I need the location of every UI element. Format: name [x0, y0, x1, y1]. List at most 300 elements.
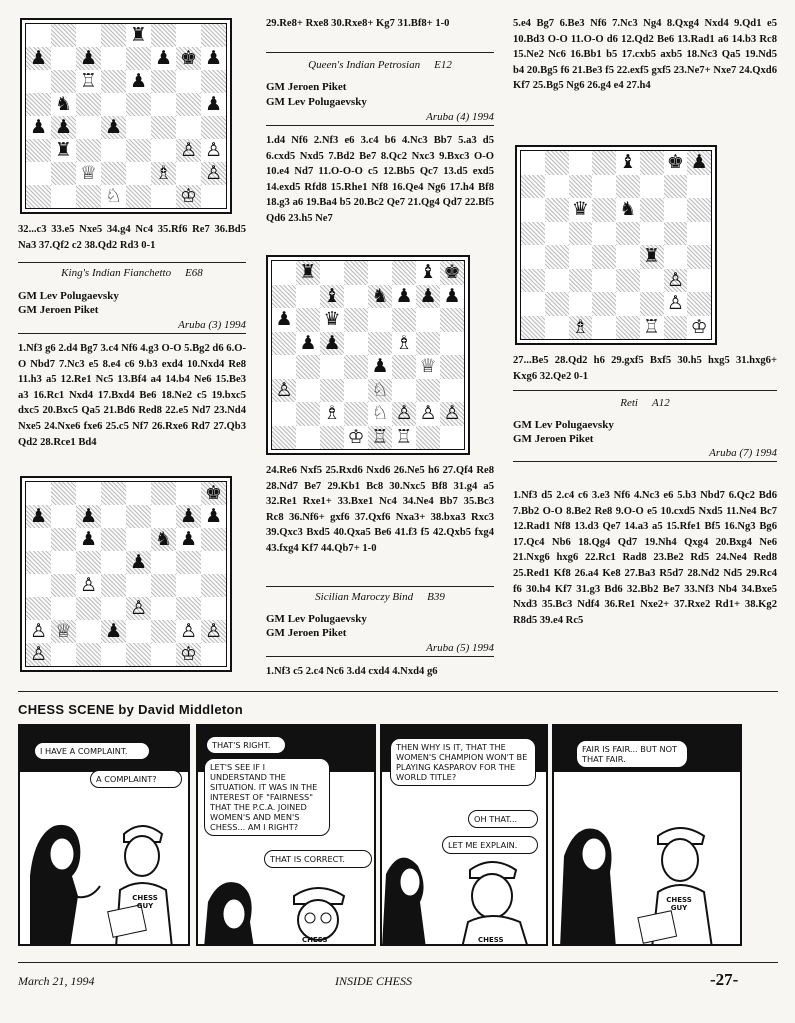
board-square: [440, 332, 464, 356]
black-player: GM Jeroen Piket: [266, 627, 347, 639]
board-square: [51, 24, 76, 47]
board-square: [201, 574, 226, 597]
black-pawn-icon: ♟: [79, 47, 98, 69]
board-square: [640, 292, 664, 316]
board-square: [51, 551, 76, 574]
black-knight-icon: ♞: [371, 284, 389, 307]
black-pawn-icon: ♟: [29, 505, 48, 527]
board-square: [592, 198, 616, 222]
white-pawn-icon: ♙: [666, 268, 684, 291]
board-square: [76, 47, 101, 70]
board-square: [440, 402, 464, 426]
board-square: [176, 93, 201, 116]
black-queen-icon: ♛: [571, 198, 589, 221]
board-square: [687, 245, 711, 269]
board-square: [296, 379, 320, 403]
board-square: [101, 139, 126, 162]
board-square: [126, 551, 151, 574]
board-square: [640, 151, 664, 175]
eco-code: B39: [427, 591, 445, 603]
chess-diagram-1: [20, 18, 232, 214]
game-moves: 1.Nf3 d5 2.c4 c6 3.e3 Nf6 4.Nc3 e6 5.b3 Nbd7 6.Qc2 Bd6 7.Bb2 O-O 8.Be2 Re8 9.O-O e5 10.cxd5 Nxd5 11.Ne4 Bc7 12.Rad1 Nf8 13.d3 Qe7 14.a3 a5 15.Rfe1 Bf5 16.Ng3 Bg6 17.Qc4 Nb6 18.Qg4 Qd7 19.Nh4 Qxg4 20.Bxg4 Ne6 21.Nxg6 hxg6 22.Rc1 Rad8 23.Be2 Rd5 24.Ne4 Red8 25.Red1 Kf8 26.a4 Ke8 27.Ba3 R5d7 28.Nd2 Nd5 29.Rc4 f6 30.h4 Kf7 31.g3 Bd6 32.Bb2 Be7 33.Nf3 Nb4 34.Bxe5 Nxd3 35.Bc3 Ndf4 36.Re1 Nxe2+ 37.Rxe2 Rd1+ 38.Kg2 R8d5 39.e4 Rc5: [513, 490, 777, 626]
white-pawn-icon: ♙: [29, 620, 48, 642]
board-square: [76, 93, 101, 116]
board-square: [151, 47, 176, 70]
board-square: [151, 620, 176, 643]
black-knight-icon: ♞: [154, 528, 173, 550]
board-square: [687, 292, 711, 316]
white-pawn-icon: ♙: [204, 162, 223, 184]
black-king-icon: ♚: [443, 261, 461, 284]
board-square: [101, 116, 126, 139]
board-square: [368, 402, 392, 426]
black-pawn-icon: ♟: [690, 151, 708, 174]
black-pawn-icon: ♟: [371, 355, 389, 378]
white-knight-icon: ♘: [104, 185, 123, 207]
board-square: [126, 139, 151, 162]
white-pawn-icon: ♙: [129, 597, 148, 619]
board-square: [440, 261, 464, 285]
board-square: [51, 574, 76, 597]
board-square: [76, 505, 101, 528]
black-pawn-icon: ♟: [204, 93, 223, 115]
board-square: [616, 269, 640, 293]
board-square: [664, 245, 688, 269]
board-square: [640, 198, 664, 222]
board-square: [344, 285, 368, 309]
board-square: [272, 308, 296, 332]
speech-bubble: I HAVE A COMPLAINT.: [34, 742, 150, 760]
footer-magazine: INSIDE CHESS: [335, 974, 412, 988]
black-rook-icon: ♜: [129, 24, 148, 46]
shirt-caption: CHESS GUY: [666, 896, 692, 912]
board-square: [201, 528, 226, 551]
board-square: [569, 175, 593, 199]
board-square: [51, 139, 76, 162]
board-square: [320, 355, 344, 379]
white-rook-icon: ♖: [395, 425, 413, 448]
board-square: [545, 151, 569, 175]
event: Aruba (3) 1994: [18, 319, 246, 334]
board-square: [76, 574, 101, 597]
black-pawn-icon: ♟: [104, 116, 123, 138]
board-square: [51, 93, 76, 116]
board-square: [176, 551, 201, 574]
board-square: [272, 402, 296, 426]
board-square: [416, 355, 440, 379]
board-square: [416, 308, 440, 332]
board-square: [126, 505, 151, 528]
board-square: [592, 316, 616, 340]
board-square: [616, 316, 640, 340]
board-square: [151, 93, 176, 116]
board-square: [76, 70, 101, 93]
board-square: [76, 24, 101, 47]
footer-rule: [18, 962, 778, 963]
black-bishop-icon: ♝: [323, 284, 341, 307]
board-square: [201, 505, 226, 528]
board-square: [101, 643, 126, 666]
opening-header: [266, 58, 494, 72]
board-square: [664, 292, 688, 316]
board-square: [76, 162, 101, 185]
board-square: [344, 261, 368, 285]
black-knight-icon: ♞: [54, 93, 73, 115]
board-square: [126, 162, 151, 185]
board-square: [101, 597, 126, 620]
board-square: [26, 162, 51, 185]
comic-top-rule: [18, 691, 778, 692]
board-square: [51, 505, 76, 528]
board-square: [687, 222, 711, 246]
board-square: [416, 332, 440, 356]
board-square: [687, 198, 711, 222]
speech-bubble: THAT'S RIGHT.: [206, 736, 286, 754]
board-square: [320, 402, 344, 426]
black-pawn-icon: ♟: [104, 620, 123, 642]
black-pawn-icon: ♟: [419, 284, 437, 307]
board-square: [272, 379, 296, 403]
white-king-icon: ♔: [179, 643, 198, 665]
black-pawn-icon: ♟: [129, 70, 148, 92]
board-square: [368, 285, 392, 309]
black-bishop-icon: ♝: [619, 151, 637, 174]
board-square: [76, 551, 101, 574]
black-rook-icon: ♜: [54, 139, 73, 161]
black-pawn-icon: ♟: [204, 505, 223, 527]
shirt-caption: CHESS: [302, 936, 328, 944]
board-square: [687, 151, 711, 175]
black-pawn-icon: ♟: [29, 47, 48, 69]
board-square: [616, 222, 640, 246]
black-pawn-icon: ♟: [395, 284, 413, 307]
board-square: [320, 332, 344, 356]
board-square: [176, 574, 201, 597]
board-square: [344, 379, 368, 403]
divider: [266, 52, 494, 53]
board-square: [76, 620, 101, 643]
board-square: [592, 292, 616, 316]
board-square: [640, 269, 664, 293]
board-square: [272, 355, 296, 379]
board-square: [545, 222, 569, 246]
board-square: [569, 222, 593, 246]
board-square: [51, 47, 76, 70]
board-square: [101, 162, 126, 185]
white-pawn-icon: ♙: [179, 139, 198, 161]
board-square: [392, 426, 416, 450]
board-square: [126, 116, 151, 139]
event: Aruba (4) 1994: [266, 111, 494, 126]
board-square: [687, 316, 711, 340]
board-square: [569, 151, 593, 175]
white-pawn-icon: ♙: [29, 643, 48, 665]
board-square: [664, 151, 688, 175]
white-bishop-icon: ♗: [154, 162, 173, 184]
white-player: GM Lev Polugaevsky: [266, 613, 367, 625]
board-square: [296, 308, 320, 332]
board-square: [545, 269, 569, 293]
white-player: GM Lev Polugaevsky: [513, 419, 614, 431]
white-rook-icon: ♖: [371, 425, 389, 448]
board-square: [569, 245, 593, 269]
board-square: [76, 116, 101, 139]
board-square: [368, 332, 392, 356]
board-square: [296, 285, 320, 309]
board-square: [176, 528, 201, 551]
black-rook-icon: ♜: [643, 245, 661, 268]
speech-bubble: THEN WHY IS IT, THAT THE WOMEN'S CHAMPION WON'T BE PLAYING KASPAROV FOR THE WORLD TITLE?: [390, 738, 536, 786]
black-bishop-icon: ♝: [419, 261, 437, 284]
board-square: [569, 269, 593, 293]
board-square: [392, 261, 416, 285]
board-square: [176, 24, 201, 47]
board-square: [26, 47, 51, 70]
opening-name: Reti: [620, 397, 638, 409]
white-pawn-icon: ♙: [179, 620, 198, 642]
board-square: [176, 185, 201, 208]
board-square: [521, 175, 545, 199]
board-square: [151, 185, 176, 208]
board-square: [126, 597, 151, 620]
comic-panel-2: [196, 724, 376, 946]
shirt-caption: CHESS GUY: [132, 894, 158, 910]
board-square: [272, 332, 296, 356]
board-square: [545, 198, 569, 222]
speech-bubble: OH THAT...: [468, 810, 538, 828]
white-player: GM Lev Polugaevsky: [18, 290, 119, 302]
board-square: [320, 261, 344, 285]
board-square: [344, 308, 368, 332]
divider: [513, 390, 777, 391]
black-king-icon: ♚: [179, 47, 198, 69]
board-square: [101, 482, 126, 505]
board-square: [272, 426, 296, 450]
board-square: [368, 261, 392, 285]
board-square: [201, 643, 226, 666]
board-square: [151, 643, 176, 666]
board-square: [26, 620, 51, 643]
board-square: [51, 162, 76, 185]
board-square: [176, 643, 201, 666]
board-square: [26, 643, 51, 666]
chess-diagram-3: [266, 255, 470, 455]
white-pawn-icon: ♙: [443, 402, 461, 425]
game-moves: 24.Re6 Nxf5 25.Rxd6 Nxd6 26.Ne5 h6 27.Qf4 Re8 28.Nd7 Be7 29.Kb1 Bc8 30.Nxc5 Bf8 31.g4 a5 32.Re1 Rxe1+ 33.Bxe1 Nc4 34.Ne4 Bb7 35.Bc3 Rc8 36.Nf6+ gxf6 37.Qxf6 Nxa3+ 38.bxa3 Rxc3 39.Qxc3 Bxd5 40.Qxa5 Be6 41.f3 f5 42.Qxb5 fxg4 43.fxg4 Kf7 44.Qb7+ 1-0: [266, 465, 494, 554]
board-square: [26, 116, 51, 139]
board-square: [201, 162, 226, 185]
board-square: [664, 316, 688, 340]
white-queen-icon: ♕: [54, 620, 73, 642]
board-grid: [271, 260, 465, 450]
opening-header: [18, 266, 246, 280]
board-square: [26, 551, 51, 574]
board-square: [101, 551, 126, 574]
comic-panel-3: [380, 724, 548, 946]
white-queen-icon: ♕: [419, 355, 437, 378]
board-square: [392, 285, 416, 309]
board-square: [126, 574, 151, 597]
board-square: [176, 139, 201, 162]
board-square: [76, 185, 101, 208]
board-square: [151, 162, 176, 185]
comic-title: CHESS SCENE by David Middleton: [18, 702, 243, 717]
board-square: [344, 332, 368, 356]
board-square: [151, 551, 176, 574]
board-square: [521, 316, 545, 340]
board-square: [201, 116, 226, 139]
board-square: [101, 505, 126, 528]
board-square: [344, 402, 368, 426]
speech-bubble: LET'S SEE IF I UNDERSTAND THE SITUATION. IT WAS IN THE INTEREST OF "FAIRNESS" THAT THE P.C.A. JOINED WOMEN'S AND MEN'S CHESS... AM I RIGHT?: [204, 758, 330, 836]
game-moves: 1.Nf3 c5 2.c4 Nc6 3.d4 cxd4 4.Nxd4 g6: [266, 666, 438, 677]
board-square: [51, 528, 76, 551]
board-square: [616, 198, 640, 222]
board-square: [201, 185, 226, 208]
white-pawn-icon: ♙: [395, 402, 413, 425]
board-square: [521, 292, 545, 316]
board-square: [76, 597, 101, 620]
shirt-caption: CHESS: [478, 936, 504, 944]
cartoon-chess-guy: [20, 726, 190, 946]
board-square: [26, 505, 51, 528]
event: Aruba (5) 1994: [266, 642, 494, 657]
black-queen-icon: ♛: [323, 308, 341, 331]
board-grid: [520, 150, 712, 340]
black-pawn-icon: ♟: [54, 116, 73, 138]
board-square: [640, 316, 664, 340]
board-square: [26, 482, 51, 505]
opening-name: Sicilian Maroczy Bind: [315, 591, 414, 603]
board-square: [101, 47, 126, 70]
board-square: [126, 620, 151, 643]
board-square: [26, 574, 51, 597]
black-player: GM Lev Polugaevsky: [266, 96, 367, 108]
board-square: [296, 261, 320, 285]
board-square: [76, 528, 101, 551]
board-square: [176, 505, 201, 528]
white-bishop-icon: ♗: [571, 315, 589, 338]
board-square: [101, 93, 126, 116]
white-bishop-icon: ♗: [395, 331, 413, 354]
board-square: [126, 93, 151, 116]
board-square: [545, 245, 569, 269]
black-rook-icon: ♜: [299, 261, 317, 284]
opening-name: King's Indian Fianchetto: [61, 267, 172, 279]
board-square: [416, 379, 440, 403]
board-square: [201, 551, 226, 574]
chess-diagram-4: [515, 145, 717, 345]
white-pawn-icon: ♙: [79, 574, 98, 596]
board-square: [640, 245, 664, 269]
game-moves: 5.e4 Bg7 6.Be3 Nf6 7.Nc3 Ng4 8.Qxg4 Nxd4 9.Qd1 e5 10.Bd3 O-O 11.O-O d6 12.Qd2 Be6 13.Rad1 a6 14.b3 Rc8 15.Ne2 Nc6 16.Bb1 b5 17.cxb5 axb5 18.Nc3 Qa5 19.Nd5 b4 20.Bg5 f6 21.Be3 f5 22.exf5 gxf5 23.Ne7+ Nxe7 24.Qxd6 Kf7 25.Bg5 Ng6 26.g4 e4 27.h4: [513, 18, 777, 92]
board-square: [592, 222, 616, 246]
board-square: [176, 47, 201, 70]
board-square: [201, 620, 226, 643]
black-pawn-icon: ♟: [79, 528, 98, 550]
board-square: [616, 175, 640, 199]
white-player: GM Jeroen Piket: [266, 81, 347, 93]
board-square: [76, 139, 101, 162]
white-king-icon: ♔: [347, 425, 365, 448]
board-square: [392, 355, 416, 379]
board-square: [416, 426, 440, 450]
black-king-icon: ♚: [204, 482, 223, 504]
board-square: [392, 379, 416, 403]
board-square: [26, 185, 51, 208]
board-square: [26, 24, 51, 47]
event: Aruba (7) 1994: [513, 447, 777, 462]
board-square: [176, 116, 201, 139]
board-square: [176, 597, 201, 620]
board-square: [664, 269, 688, 293]
black-king-icon: ♚: [666, 151, 684, 174]
board-square: [151, 24, 176, 47]
board-square: [320, 308, 344, 332]
board-grid: [25, 481, 227, 667]
board-square: [101, 185, 126, 208]
game-moves: 27...Be5 28.Qd2 h6 29.gxf5 Bxf5 30.h5 hxg5 31.hxg6+ Kxg6 32.Qe2 0-1: [513, 355, 777, 382]
board-square: [687, 175, 711, 199]
white-king-icon: ♔: [690, 315, 708, 338]
board-square: [126, 528, 151, 551]
white-pawn-icon: ♙: [275, 378, 293, 401]
board-square: [616, 245, 640, 269]
board-square: [368, 355, 392, 379]
white-king-icon: ♔: [179, 185, 198, 207]
board-square: [320, 285, 344, 309]
black-pawn-icon: ♟: [275, 308, 293, 331]
board-square: [616, 151, 640, 175]
board-square: [440, 308, 464, 332]
game-moves: 32...c3 33.e5 Nxe5 34.g4 Nc4 35.Rf6 Re7 36.Bd5 Na3 37.Qf2 c2 38.Qd2 Rd3 0-1: [18, 224, 246, 251]
board-square: [440, 426, 464, 450]
divider: [266, 586, 494, 587]
black-pawn-icon: ♟: [299, 331, 317, 354]
board-square: [296, 426, 320, 450]
board-square: [201, 482, 226, 505]
board-square: [201, 47, 226, 70]
board-square: [272, 261, 296, 285]
board-square: [392, 332, 416, 356]
board-square: [151, 528, 176, 551]
board-square: [51, 597, 76, 620]
black-pawn-icon: ♟: [179, 505, 198, 527]
divider: [18, 262, 246, 263]
black-pawn-icon: ♟: [204, 47, 223, 69]
page-number: -27-: [710, 970, 739, 989]
board-square: [51, 185, 76, 208]
board-square: [320, 379, 344, 403]
board-square: [296, 402, 320, 426]
white-pawn-icon: ♙: [419, 402, 437, 425]
eco-code: E68: [185, 267, 203, 279]
board-square: [101, 574, 126, 597]
board-square: [440, 379, 464, 403]
white-knight-icon: ♘: [371, 402, 389, 425]
board-square: [126, 70, 151, 93]
board-square: [664, 198, 688, 222]
board-square: [126, 24, 151, 47]
board-square: [101, 528, 126, 551]
board-square: [521, 245, 545, 269]
board-square: [296, 355, 320, 379]
board-square: [664, 175, 688, 199]
board-square: [151, 139, 176, 162]
game-moves: 29.Re8+ Rxe8 30.Rxe8+ Kg7 31.Bf8+ 1-0: [266, 18, 450, 29]
board-square: [416, 285, 440, 309]
game-moves: 1.Nf3 g6 2.d4 Bg7 3.c4 Nf6 4.g3 O-O 5.Bg2 d6 6.O-O Nbd7 7.Nc3 e5 8.e4 c6 9.b3 exd4 10.Nxd4 Re8 11.h3 a5 12.Re1 Nc5 13.Bf4 a4 14.b4 Ne6 15.Be3 a3 16.Rc1 Nxd4 17.Bxd4 Be6 18.Ne2 c5 19.bxc5 dxc5 20.Bxc5 Qa5 21.Bd6 Red8 22.e5 Nd7 23.Nd4 Nxe5 24.Nxe6 fxe6 25.c5 Nf7 26.Rxe6 Rd7 27.Qb3 Qd2 28.Rce1 Bd4: [18, 343, 246, 448]
